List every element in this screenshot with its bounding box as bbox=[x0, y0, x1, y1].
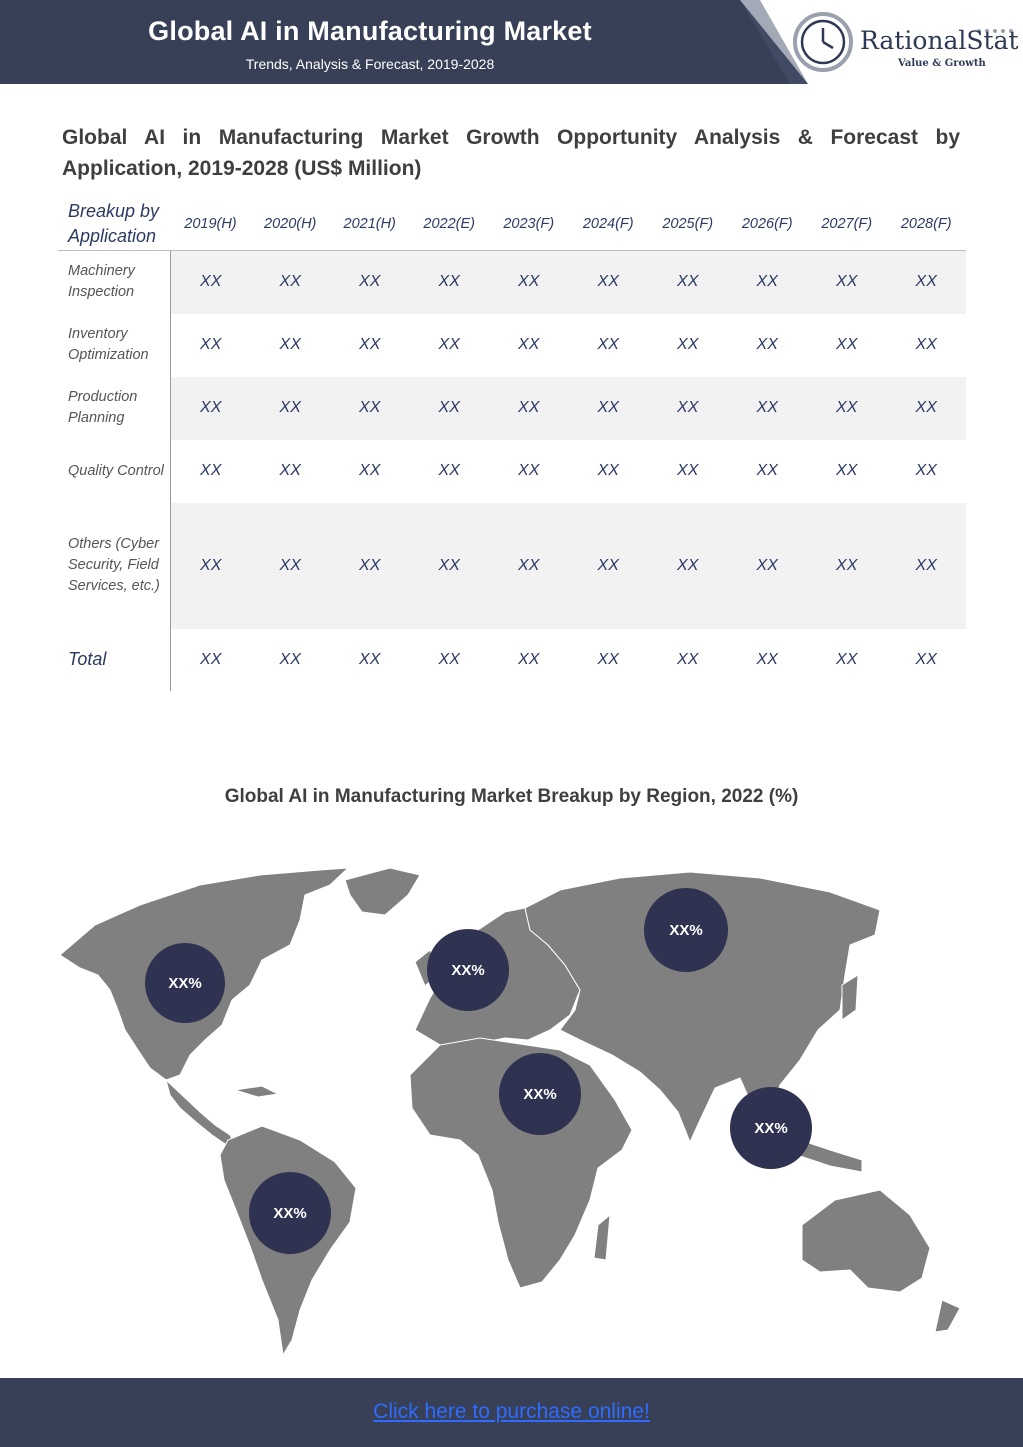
table-cell: XX bbox=[756, 336, 778, 353]
column-header: 2022(E) bbox=[409, 198, 489, 251]
column-header: 2024(F) bbox=[568, 198, 648, 251]
purchase-online-link[interactable]: Click here to purchase online! bbox=[373, 1400, 650, 1423]
region-bubble-europe bbox=[427, 929, 509, 1011]
forecast-table bbox=[58, 198, 966, 691]
table-cell: XX bbox=[409, 251, 489, 314]
logo-tagline: Value & Growth bbox=[898, 58, 986, 69]
region-value: XX% bbox=[754, 1120, 788, 1137]
region-value: XX% bbox=[523, 1086, 557, 1103]
footer-bar bbox=[0, 1378, 1023, 1447]
logo-name: RationalStat bbox=[860, 26, 1019, 55]
table-cell: XX bbox=[359, 336, 381, 353]
table-cell: XX bbox=[807, 377, 887, 440]
table-cell: XX bbox=[727, 251, 807, 314]
table-cell: XX bbox=[727, 503, 807, 629]
report-subtitle: Trends, Analysis & Forecast, 2019-2028 bbox=[245, 56, 495, 72]
table-cell: XX bbox=[489, 251, 569, 314]
table-cell: XX bbox=[330, 377, 410, 440]
table-cell: XX bbox=[648, 377, 728, 440]
row-label: Quality Control bbox=[58, 440, 170, 503]
table-cell: XX bbox=[886, 503, 966, 629]
region-bubble-north-america bbox=[145, 943, 225, 1023]
table-cell: XX bbox=[359, 462, 381, 479]
table-cell: XX bbox=[438, 336, 460, 353]
table-cell: XX bbox=[915, 650, 937, 668]
table-row bbox=[58, 377, 966, 440]
table-cell: XX bbox=[438, 462, 460, 479]
table-cell: XX bbox=[886, 251, 966, 314]
table-cell: XX bbox=[807, 251, 887, 314]
table-cell: XX bbox=[915, 462, 937, 479]
row-label: Total bbox=[58, 629, 170, 691]
table-cell: XX bbox=[677, 650, 699, 668]
table-cell: XX bbox=[568, 503, 648, 629]
table-total-row bbox=[58, 629, 966, 691]
table-cell: XX bbox=[915, 336, 937, 353]
row-label: Production Planning bbox=[58, 377, 170, 440]
column-header: 2027(F) bbox=[807, 198, 887, 251]
report-title: Global AI in Manufacturing Market bbox=[148, 16, 592, 46]
table-cell: XX bbox=[836, 462, 858, 479]
table-cell: XX bbox=[648, 503, 728, 629]
table-cell: XX bbox=[330, 503, 410, 629]
table-cell: XX bbox=[438, 650, 460, 668]
table-cell: XX bbox=[250, 377, 330, 440]
column-header: 2025(F) bbox=[648, 198, 728, 251]
table-cell: XX bbox=[568, 377, 648, 440]
table-cell: XX bbox=[170, 503, 250, 629]
table-cell: XX bbox=[489, 503, 569, 629]
table-row bbox=[58, 314, 966, 377]
table-cell: XX bbox=[250, 251, 330, 314]
table-header-row bbox=[58, 198, 966, 251]
table-cell: XX bbox=[597, 462, 619, 479]
row-label: Inventory Optimization bbox=[58, 314, 170, 377]
table-cell: XX bbox=[250, 503, 330, 629]
column-header: 2023(F) bbox=[489, 198, 569, 251]
column-header: 2028(F) bbox=[886, 198, 966, 251]
table-cell: XX bbox=[489, 377, 569, 440]
table-cell: XX bbox=[756, 650, 778, 668]
table-cell: XX bbox=[677, 462, 699, 479]
table-title: Global AI in Manufacturing Market Growth Opportunity Analysis & Forecast by Application, 2019-2028 (US$ Million) bbox=[62, 126, 960, 180]
region-bubble-russia bbox=[644, 888, 728, 972]
table-cell: XX bbox=[330, 251, 410, 314]
world-map bbox=[0, 850, 1023, 1360]
table-cell: XX bbox=[200, 462, 222, 479]
column-header: 2020(H) bbox=[250, 198, 330, 251]
table-cell: XX bbox=[170, 251, 250, 314]
table-row bbox=[58, 503, 966, 629]
table-cell: XX bbox=[359, 650, 381, 668]
region-value: XX% bbox=[273, 1205, 307, 1222]
region-bubble-asia-pacific bbox=[730, 1087, 812, 1169]
map-title: Global AI in Manufacturing Market Breakup by Region, 2022 (%) bbox=[224, 786, 799, 807]
clock-icon bbox=[790, 8, 860, 78]
table-row bbox=[58, 440, 966, 503]
table-cell: XX bbox=[200, 336, 222, 353]
table-cell: XX bbox=[200, 650, 222, 668]
table-cell: XX bbox=[568, 251, 648, 314]
table-cell: XX bbox=[836, 650, 858, 668]
table-cell: XX bbox=[886, 377, 966, 440]
table-cell: XX bbox=[279, 650, 301, 668]
region-bubble-middle-east-africa bbox=[499, 1053, 581, 1135]
table-cell: XX bbox=[279, 462, 301, 479]
table-cell: XX bbox=[279, 336, 301, 353]
row-label: Machinery Inspection bbox=[58, 251, 170, 314]
column-header: 2019(H) bbox=[170, 198, 250, 251]
table-cell: XX bbox=[597, 336, 619, 353]
row-header-label: Breakup by Application bbox=[58, 198, 170, 251]
region-value: XX% bbox=[451, 962, 485, 979]
table-cell: XX bbox=[518, 650, 540, 668]
table-cell: XX bbox=[677, 336, 699, 353]
region-bubble-latin-america bbox=[249, 1172, 331, 1254]
table-cell: XX bbox=[409, 503, 489, 629]
region-value: XX% bbox=[669, 922, 703, 939]
table-cell: XX bbox=[836, 336, 858, 353]
table-cell: XX bbox=[409, 377, 489, 440]
table-cell: XX bbox=[170, 377, 250, 440]
table-cell: XX bbox=[518, 462, 540, 479]
row-label: Others (Cyber Security, Field Services, etc.) bbox=[58, 503, 170, 629]
region-value: XX% bbox=[168, 975, 202, 992]
table-cell: XX bbox=[518, 336, 540, 353]
report-header bbox=[0, 0, 1023, 84]
column-header: 2026(F) bbox=[727, 198, 807, 251]
table-cell: XX bbox=[597, 650, 619, 668]
table-cell: XX bbox=[727, 377, 807, 440]
rationalstat-logo bbox=[790, 8, 1020, 78]
table-cell: XX bbox=[756, 462, 778, 479]
table-row bbox=[58, 251, 966, 314]
column-header: 2021(H) bbox=[330, 198, 410, 251]
table-cell: XX bbox=[648, 251, 728, 314]
table-cell: XX bbox=[807, 503, 887, 629]
